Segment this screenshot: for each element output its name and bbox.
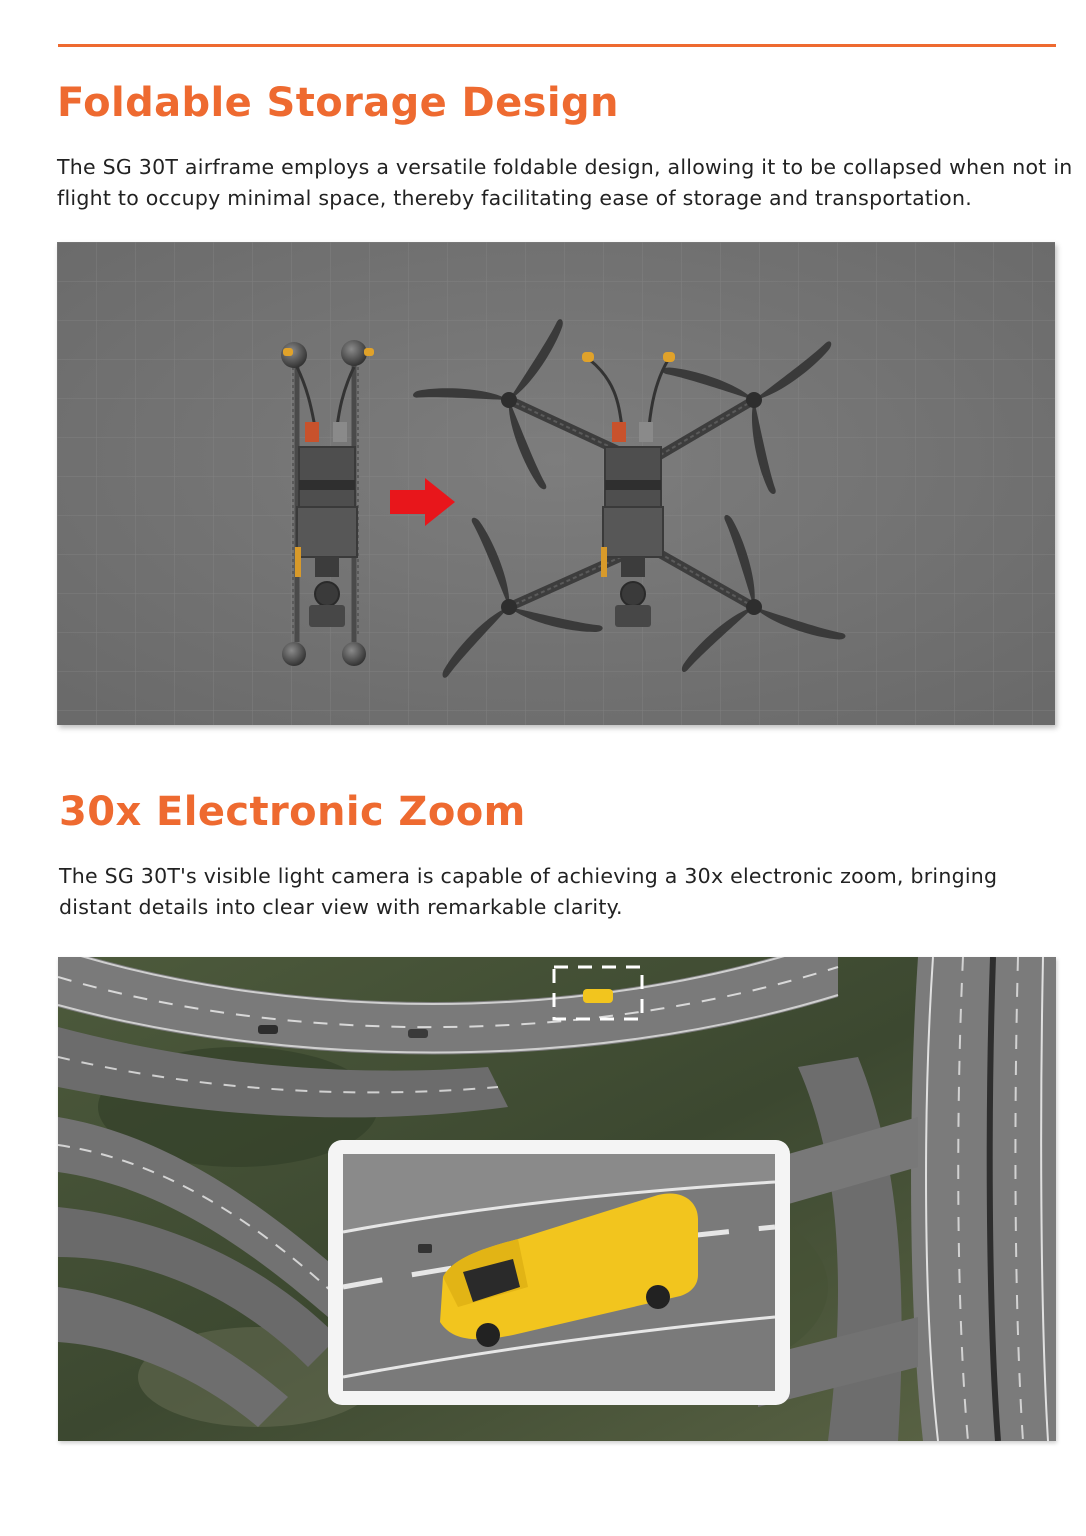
zoom-illustration <box>58 957 1056 1441</box>
section-divider <box>58 44 1056 47</box>
zoom-description: The SG 30T's visible light camera is capable of achieving a 30x electronic zoom, bringing distant details into clear view with remarkable clarity. <box>59 864 998 919</box>
foldable-heading: Foldable Storage Design <box>57 80 619 126</box>
zoom-heading: 30x Electronic Zoom <box>59 789 526 835</box>
foldable-description: The SG 30T airframe employs a versatile foldable design, allowing it to be collapsed when not in flight to occupy minimal space, thereby facilitating ease of storage and transportation. <box>57 155 1073 210</box>
zoom-inset <box>328 1140 790 1405</box>
foldable-illustration <box>57 242 1055 725</box>
